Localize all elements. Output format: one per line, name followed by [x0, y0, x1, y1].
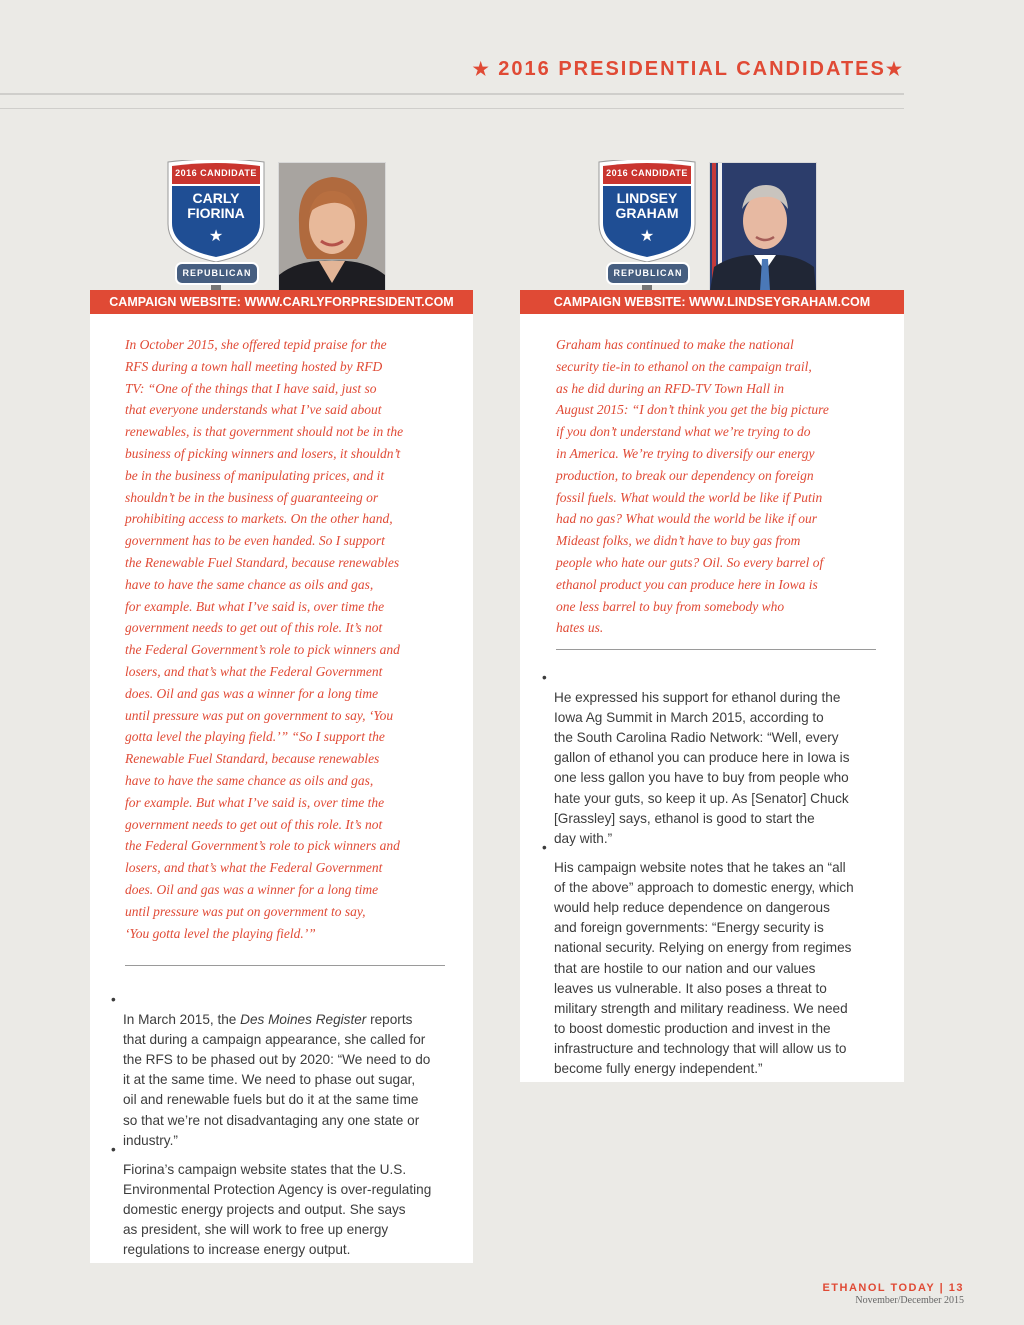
divider — [556, 649, 876, 650]
bullet-icon: • — [111, 992, 116, 1007]
shield-tag: 2016 CANDIDATE — [175, 168, 257, 178]
divider — [125, 965, 445, 966]
candidate-quote: In October 2015, she offered tepid praise for the RFS during a town hall meeting hosted by RFD TV: “One of the things that I have said, just so that everyone understands what I’ve said about renewables, is that government should not be in the business of picking winners and losers, it shouldn’t be in the business of manipulating prices, and it shouldn’t be in the business of guaranteeing or prohibiting access to markets. On the other hand, government has to be even handed. So I support the Renewable Fuel Standard, because renewables have to have the same chance as oils and gas, for example. But what I’ve said is, over time the government needs to get out of this role. It’s not the Federal Government’s role to pick winners and losers, and that’s what the Federal Government does. Oil and gas was a winner for a long time until pressure was put on government to say, ‘You gotta level the playing field.’” “So I support the Renewable Fuel Standard, because renewables have to have the same chance as oils and gas, for example. But what I’ve said is, over time the government needs to get out of this role. It’s not the Federal Government’s role to pick winners and losers, and that’s what the Federal Government does. Oil and gas was a winner for a long time until pressure was put on government to say, ‘You gotta level the playing field.’” — [125, 337, 404, 941]
footer-brand: ETHANOL TODAY | 13 — [822, 1282, 964, 1294]
party-badge: REPUBLICAN — [175, 262, 259, 285]
candidate-name — [172, 191, 260, 221]
star-icon: ★ — [885, 59, 904, 79]
bullet-icon: • — [542, 670, 547, 685]
footer-date: November/December 2015 — [855, 1295, 964, 1306]
bullet-text: His campaign website notes that he takes an “all of the above” approach to domestic energy, which would help reduce dependence on dangerous and foreign governments: “Energy security is national security. Relying on energy from regimes that are hostile to our nation and our values leaves us vulnerable. It also poses a threat to military strength and military readiness. We need to boost domestic production and invest in the infrastructure and technology that will allow us to become fully energy independent.” — [554, 860, 854, 1077]
bullet-text: Fiorina’s campaign website states that the U.S. Environmental Protection Agency is over-regulating domestic energy projects and output. She says as president, she will work to free up energy regulations to increase energy output. — [123, 1162, 432, 1258]
star-icon: ★ — [639, 228, 655, 245]
candidate-shield-fiorina — [164, 160, 268, 290]
list-item — [542, 838, 899, 1079]
bullet-text: In March 2015, the — [123, 1012, 241, 1028]
shield-tag: 2016 CANDIDATE — [606, 168, 688, 178]
campaign-website-banner: CAMPAIGN WEBSITE: WWW.CARLYFORPRESIDENT.COM — [90, 290, 473, 314]
candidate-shield-graham — [595, 160, 699, 290]
candidate-quote: Graham has continued to make the national security tie-in to ethanol on the campaign trail, as he did during an RFD-TV Town Hall in August 2015: “I don’t think you get the big picture if you don’t understand what we’re trying to do in America. We’re trying to diversify our energy production, to break our dependency on foreign fossil fuels. What would the world be like if Putin had no gas? What would the world be like if our Mideast folks, we didn’t have to buy gas from people who hate our guts? Oil. So every barrel of ethanol product you can produce here in Iowa is one less barrel to buy from somebody who hates us. — [556, 337, 829, 636]
bullet-text: He expressed his support for ethanol during the Iowa Ag Summit in March 2015, according to the South Carolina Radio Network: “Well, every gallon of ethanol you can produce here in Iowa is one less gallon you have to buy from people who hate your guts, so keep it up. As [Senator] Chuck [Grassley] says, ethanol is good to start the day with.” — [554, 690, 850, 846]
candidate-photo-graham — [709, 162, 817, 292]
candidate-photo-fiorina — [278, 162, 386, 292]
candidate-card-graham — [520, 290, 904, 1082]
bullet-icon: • — [111, 1142, 116, 1157]
party-badge: REPUBLICAN — [606, 262, 690, 285]
candidate-card-fiorina — [90, 290, 473, 1263]
candidate-first-name: LINDSEY — [616, 190, 678, 206]
header-rule — [0, 108, 904, 109]
bullet-text: reports that during a campaign appearance, she called for the RFS to be phased out by 2020: “We need to do it at the same time. We need to phase out sugar, oil and renewable fuels but do it at the same time so that we’re not disadvantaging any one state or industry.” — [123, 1012, 431, 1148]
bullet-emphasis: Des Moines Register — [240, 1012, 367, 1028]
candidate-name — [603, 191, 691, 221]
candidate-first-name: CARLY — [192, 190, 240, 206]
section-title-text: 2016 PRESIDENTIAL CANDIDATES — [498, 58, 886, 80]
star-icon: ★ — [472, 59, 491, 79]
candidate-last-name: FIORINA — [187, 205, 245, 221]
header-rule — [0, 93, 904, 95]
candidate-last-name: GRAHAM — [615, 205, 679, 221]
list-item — [111, 1140, 463, 1261]
bullet-icon: • — [542, 840, 547, 855]
list-item — [542, 668, 899, 849]
campaign-website-banner: CAMPAIGN WEBSITE: WWW.LINDSEYGRAHAM.COM — [520, 290, 904, 314]
star-icon: ★ — [208, 228, 224, 245]
list-item — [111, 990, 463, 1151]
section-title — [473, 58, 904, 81]
